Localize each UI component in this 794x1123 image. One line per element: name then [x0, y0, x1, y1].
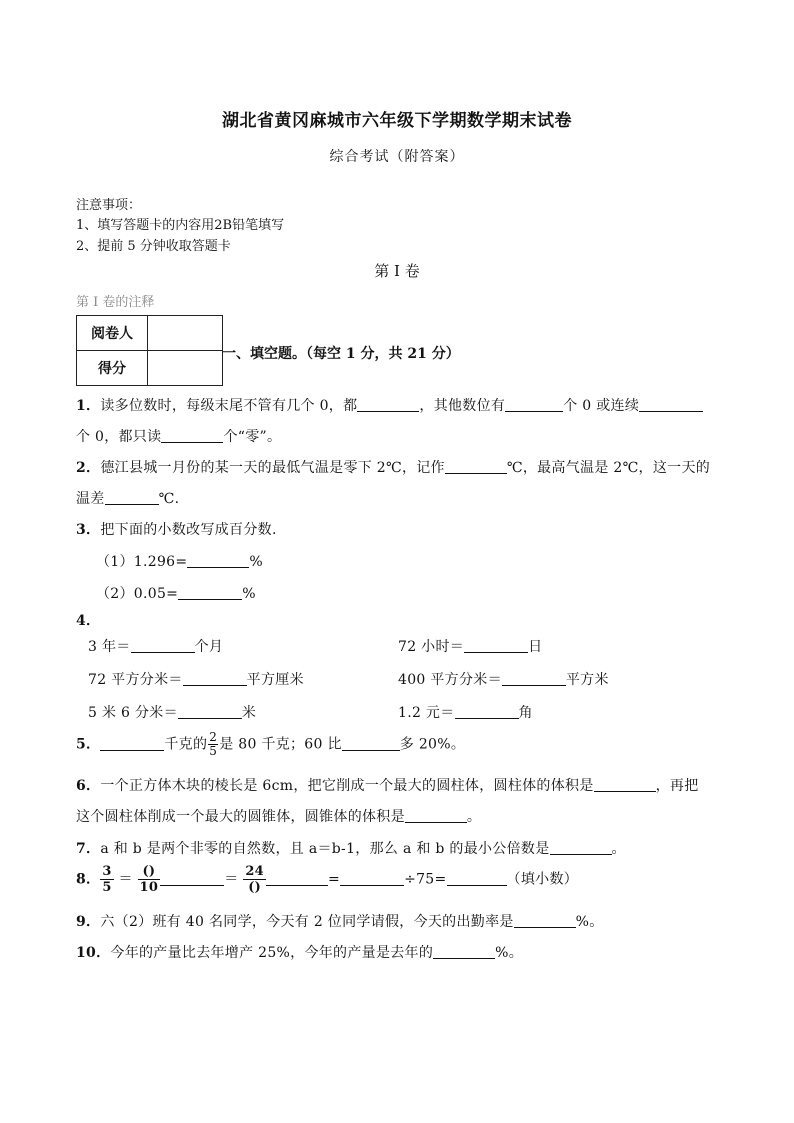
question-number: 9．: [76, 914, 101, 930]
page-title: 湖北省黄冈麻城市六年级下学期数学期末试卷: [222, 111, 572, 131]
answer-blank[interactable]: [455, 704, 519, 719]
question-4-item-6: 1.2 元＝ 角: [398, 705, 533, 721]
answer-blank[interactable]: [447, 871, 507, 886]
answer-blank[interactable]: [502, 671, 566, 686]
score-table: [76, 315, 223, 386]
question-6-line-2: 这个圆柱体削成一个最大的圆锥体，圆锥体的体积是 。: [76, 809, 482, 825]
score-label: 得分: [77, 351, 148, 386]
answer-blank[interactable]: [161, 428, 223, 443]
question-number: 3．: [76, 522, 101, 538]
answer-blank[interactable]: [445, 459, 507, 474]
question-number: 6．: [76, 778, 101, 794]
question-2-line-2: 温差 ℃.: [76, 491, 180, 507]
question-6-line-1: 6．一个正方体木块的棱长是 6cm，把它削成一个最大的圆柱体，圆柱体的体积是 ，再把: [76, 778, 699, 794]
question-4-item-1: 3 年＝ 个月: [88, 639, 224, 655]
answer-blank[interactable]: [105, 490, 159, 505]
section-note: 第 I 卷的注释: [76, 295, 155, 310]
answer-blank[interactable]: [433, 944, 495, 959]
fraction: $\frac{2}{5}$: [209, 730, 218, 758]
question-number: 10．: [76, 945, 111, 961]
answer-blank[interactable]: [131, 638, 195, 653]
fraction: $\frac{3}{5}$: [102, 864, 112, 895]
notice-item-2: 2、提前 5 分钟收取答题卡: [76, 239, 231, 254]
question-9: 9．六（2）班有 40 名同学，今天有 2 位同学请假，今天的出勤率是 %。: [76, 914, 604, 930]
answer-blank[interactable]: [342, 736, 400, 751]
answer-blank[interactable]: [357, 397, 419, 412]
question-8: 8． $\frac{3}{5}$ ＝ $\frac{()}{10}$ ＝ $\frac{24}{()}$ = ÷75= （填小数）: [76, 864, 579, 895]
answer-blank[interactable]: [594, 777, 656, 792]
answer-blank[interactable]: [340, 871, 404, 886]
answer-blank[interactable]: [178, 704, 242, 719]
answer-blank[interactable]: [405, 808, 467, 823]
question-4-item-4: 400 平方分米＝ 平方米: [398, 672, 609, 688]
question-10: 10．今年的产量比去年增产 25%，今年的产量是去年的 %。: [76, 945, 524, 961]
answer-blank[interactable]: [639, 397, 703, 412]
page-subtitle: 综合考试（附答案）: [329, 149, 465, 165]
answer-blank[interactable]: [514, 913, 576, 928]
question-1-line-2: 个 0，都只读 个“零”。: [76, 429, 282, 445]
answer-blank[interactable]: [550, 840, 612, 855]
question-number: 5．: [76, 736, 101, 753]
fraction: $\frac{24}{()}$: [245, 864, 265, 895]
notice-heading: 注意事项：: [76, 198, 142, 213]
question-4-item-2: 72 小时＝ 日: [398, 639, 543, 655]
part1-heading: 一、填空题。（每空 1 分，共 21 分）: [222, 346, 460, 362]
question-number: 1．: [76, 398, 101, 414]
question-5: 5． 千克的 $\frac{2}{5}$ 是 80 千克；60 比 多 20%。: [76, 730, 466, 758]
question-7: 7．a 和 b 是两个非零的自然数，且 a＝b-1，那么 a 和 b 的最小公倍数是 。: [76, 841, 626, 857]
question-4-item-5: 5 米 6 分米＝ 米: [88, 705, 257, 721]
question-number: 7．: [76, 841, 101, 857]
question-3-sub-2: （2）0.05= %: [96, 586, 256, 602]
question-3-sub-1: （1）1.296= %: [96, 554, 264, 570]
answer-blank[interactable]: [266, 871, 328, 886]
section-label: 第 I 卷: [374, 262, 420, 280]
notice-item-1: 1、填写答题卡的内容用2B铅笔填写: [76, 218, 285, 233]
question-3: 3．把下面的小数改写成百分数.: [76, 522, 277, 538]
answer-blank[interactable]: [100, 736, 164, 751]
answer-blank[interactable]: [464, 638, 528, 653]
question-4-item-3: 72 平方分米＝ 平方厘米: [88, 672, 304, 688]
question-number: 4．: [76, 613, 101, 629]
answer-blank[interactable]: [505, 397, 563, 412]
question-1-line-1: 1．读多位数时，每级末尾不管有几个 0，都 ，其他数位有 个 0 或连续: [76, 395, 703, 415]
answer-blank[interactable]: [160, 871, 224, 886]
score-cell[interactable]: [148, 351, 223, 386]
question-number: 8．: [76, 871, 101, 888]
fraction: $\frac{()}{10}$: [139, 864, 159, 895]
grader-label: 阅卷人: [77, 316, 148, 351]
answer-blank[interactable]: [187, 553, 249, 568]
answer-blank[interactable]: [183, 671, 247, 686]
question-2-line-1: 2．德江县城一月份的某一天的最低气温是零下 2℃，记作 ℃，最高气温是 2℃，这一天的: [76, 460, 711, 476]
grader-cell[interactable]: [148, 316, 223, 351]
question-number: 2．: [76, 460, 101, 476]
answer-blank[interactable]: [178, 585, 242, 600]
